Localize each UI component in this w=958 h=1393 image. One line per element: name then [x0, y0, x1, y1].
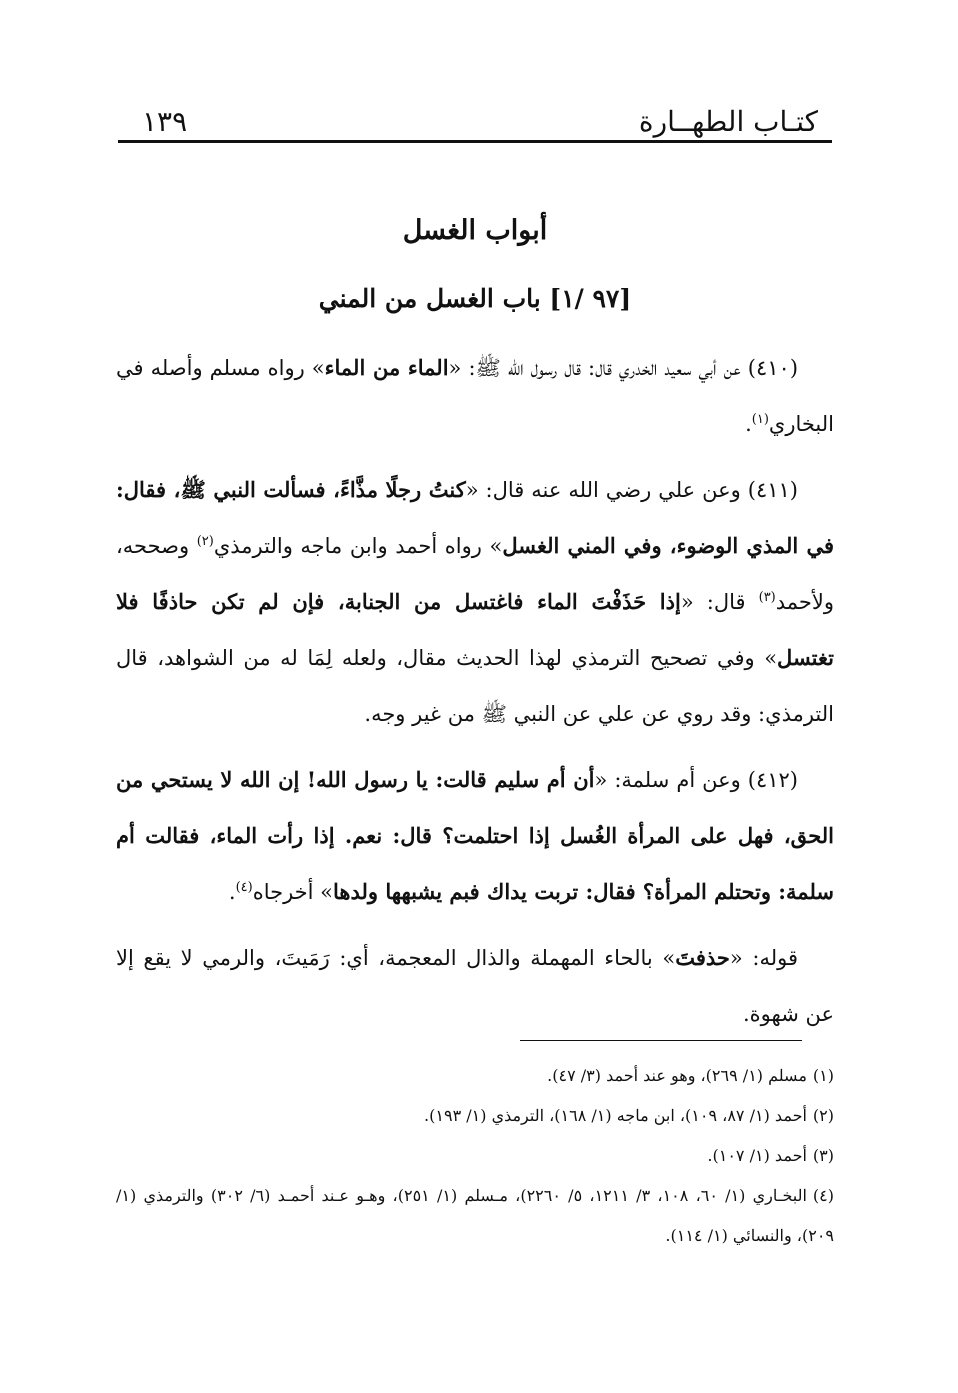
body-text: [116, 340, 834, 1052]
page-header: [118, 96, 832, 143]
section-heading: أبواب الغسل: [402, 215, 548, 246]
footnote-item: (٣)أحمد (١/ ١٠٧).: [707, 1146, 834, 1165]
footnote-ref: (٢): [196, 534, 214, 549]
footnote-item: (١)مسلم (١/ ٢٦٩)، وهو عند أحمد (٣/ ٤٧).: [547, 1066, 834, 1085]
commentary: قوله: «حذفتَ» بالحاء المهملة والذال المعجمة، أي: رَمَيتَ، والرمي لا يقع إلا عن شهوة.: [116, 945, 834, 1026]
hadith-410: (٤١٠) عن أبي سعيد الخدري قال: قال رسول الله ﷺ: «الماء من الماء» رواه مسلم وأصله في البخاري$^{(١)}$.: [116, 355, 834, 436]
footnote-item: (٢)أحمد (١/ ٨٧، ١٠٩)، ابن ماجه (١/ ١٦٨)، الترمذي (١/ ١٩٣).: [424, 1106, 834, 1125]
footnotes: [116, 1056, 834, 1256]
chapter-heading: [٩٧ /١] باب الغسل من المني: [318, 284, 632, 313]
footnote-ref: (٤): [235, 880, 253, 895]
footnote-ref: (١): [751, 412, 769, 427]
hadith-412: (٤١٢) وعن أم سلمة: «أن أم سليم قالت: يا رسول الله! إن الله لا يستحي من الحق، فهل على المرأة الغُسل إذا احتلمت؟ قال: نعم. إذا رأت الماء، فقالت أم سلمة: وتحتلم المرأة؟ فقال: تربت يداك فبم يشبهها ولدها» أخرجاه$^{(٤)}$.: [116, 767, 834, 904]
footnote-ref: (٣): [758, 590, 776, 605]
running-title: كتـاب الطهــارة: [638, 105, 818, 138]
hadith-411: (٤١١) وعن علي رضي الله عنه قال: «كنتُ رجلًا مذَّاءً، فسألت النبي ﷺ، فقال: في المذي الوضوء، وفي المني الغسل» رواه أحمد وابن ماجه والترمذي$^{(٢)}$ وصححه، ولأحمد$^{(٣)}$ قال: «إذا حَذَفْتَ الماء فاغتسل من الجنابة، فإن لم تكن حاذفًا فلا تغتسل» وفي تصحيح الترمذي لهذا الحديث مقال، ولعله لِمَا له من الشواهد، قال الترمذي: وقد روي عن علي عن النبي ﷺ من غير وجه.: [116, 477, 835, 726]
page-number: ١٣٩: [142, 105, 188, 138]
footnote-divider: [520, 1040, 802, 1041]
footnote-item: (٤)البخـاري (١/ ٦٠، ١٠٨، ٣/ ١٢١١، ٥/ ٢٢٦٠)، مـسلم (١/ ٢٥١)، وهـو عـند أحمـد (٦/ ٣٠٢) والترمذي (١/ ٢٠٩)، والنسائي (١/ ١١٤).: [116, 1186, 835, 1245]
